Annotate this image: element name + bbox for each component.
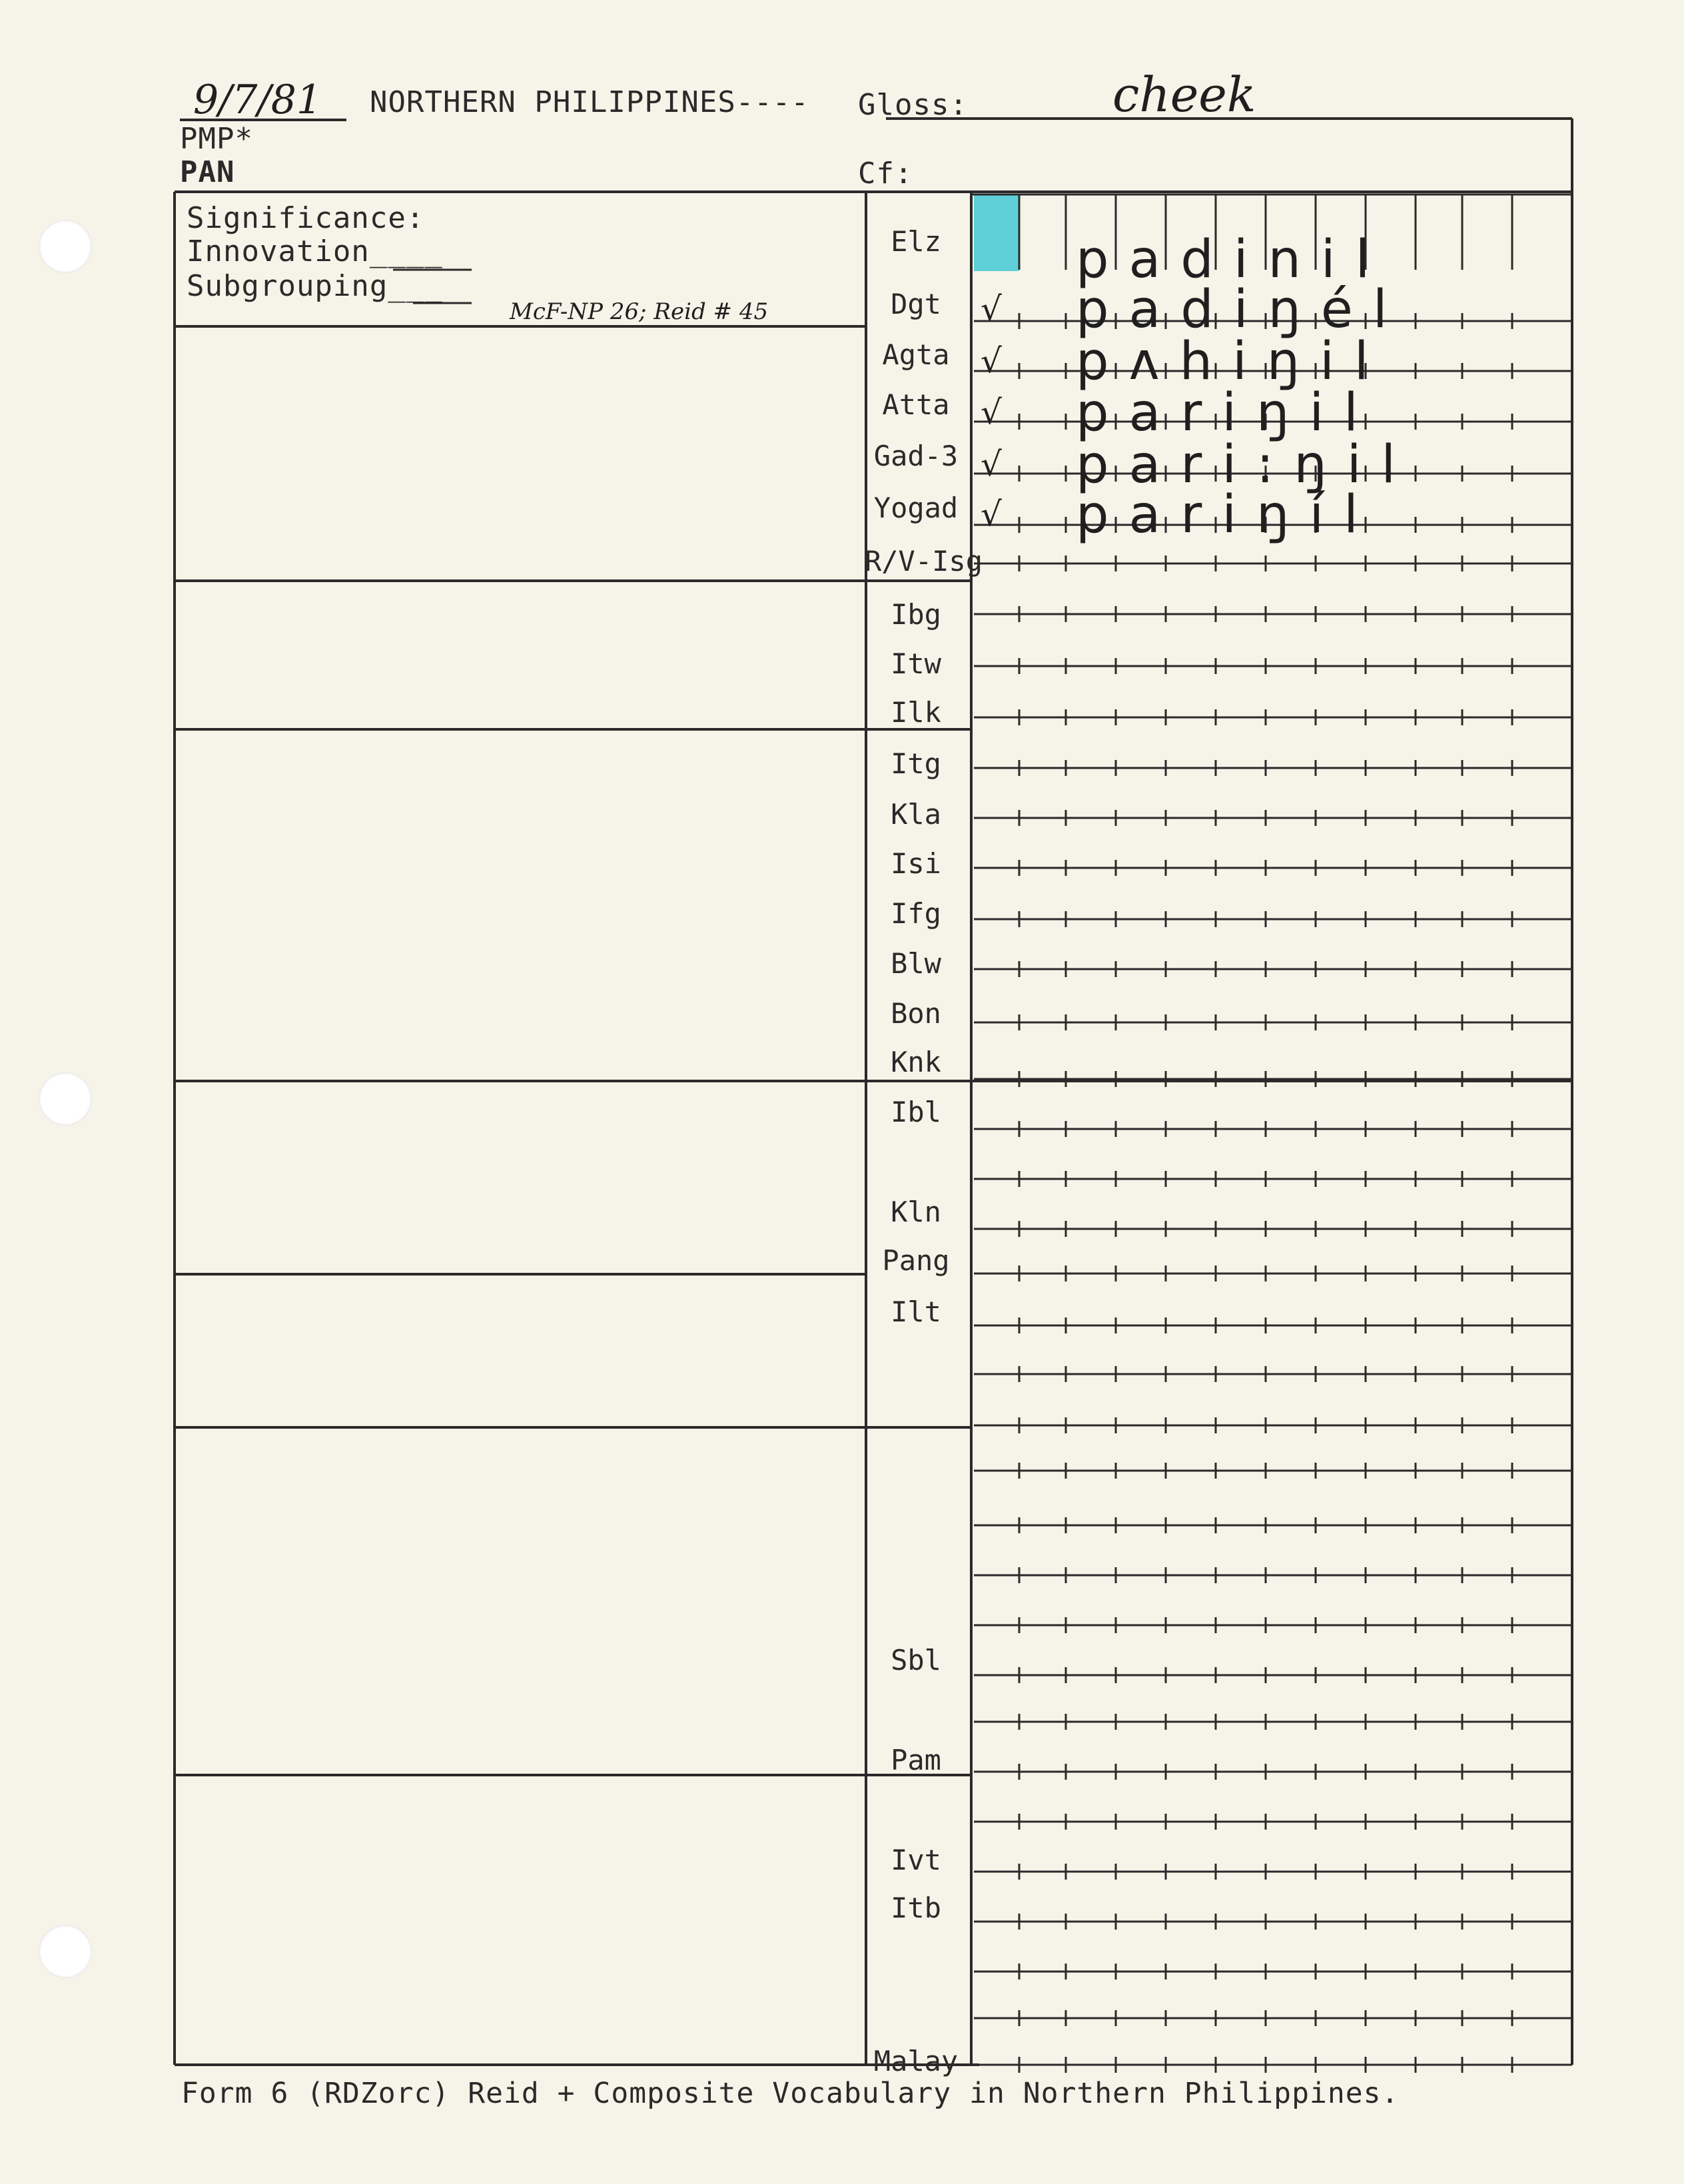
handwritten-word: pariŋíl <box>1076 485 1378 545</box>
language-label: Itg <box>891 747 941 780</box>
pmp-label: PMP* <box>180 122 253 156</box>
handwritten-word: pariŋil <box>1076 383 1378 443</box>
date: 9/7/81 <box>193 77 322 123</box>
language-label: Malay <box>873 2045 959 2077</box>
handwritten-word: padiŋél <box>1076 280 1408 340</box>
check-mark: √ <box>981 290 1002 328</box>
language-label: Isi <box>891 847 941 880</box>
reference-note: McF-NP 26; Reid # 45 <box>510 298 769 325</box>
innovation-label: Innovation____ <box>187 234 443 268</box>
language-label: Kla <box>891 798 941 831</box>
check-mark: √ <box>981 445 1002 484</box>
language-label: Ifg <box>891 897 941 930</box>
language-label: Ilk <box>891 696 941 729</box>
gloss-label: Gloss: <box>858 88 968 122</box>
gloss-value: cheek <box>1112 67 1256 123</box>
check-mark: √ <box>981 342 1002 380</box>
language-label: Ivt <box>891 1844 941 1876</box>
language-label: Kln <box>891 1196 941 1228</box>
language-label: Ibl <box>891 1096 941 1128</box>
language-label: Itb <box>891 1892 941 1924</box>
subgrouping-label: Subgrouping___ <box>187 269 443 303</box>
pan-label: PAN <box>180 155 235 189</box>
cf-label: Cf: <box>858 157 913 190</box>
form-title: NORTHERN PHILIPPINES---- <box>370 85 809 119</box>
language-label: Blw <box>891 947 941 980</box>
language-label: Dgt <box>891 288 941 320</box>
language-label: Sbl <box>891 1644 941 1676</box>
language-label: Bon <box>891 997 941 1030</box>
language-label: Elz <box>891 225 941 258</box>
language-label: Ilt <box>891 1295 941 1328</box>
language-label: Gad-3 <box>873 440 959 472</box>
significance-title: Significance: <box>187 201 425 235</box>
language-label: Yogad <box>873 492 959 524</box>
check-mark: √ <box>981 393 1002 432</box>
footer-note: Form 6 (RDZorc) Reid + Composite Vocabulary in Northern Philippines. <box>181 2077 1400 2110</box>
handwritten-word: pari:ŋil <box>1076 435 1416 495</box>
language-label: Ibg <box>891 598 941 631</box>
language-label: Itw <box>891 647 941 680</box>
handwritten-word: pʌhiŋil <box>1076 332 1389 392</box>
language-label: Atta <box>882 388 950 421</box>
elz-highlight-cell <box>974 194 1019 271</box>
language-label: Pam <box>891 1744 941 1776</box>
language-label: Agta <box>882 338 950 371</box>
check-mark: √ <box>981 495 1002 534</box>
language-label: Pang <box>882 1244 950 1277</box>
language-label: Knk <box>891 1046 941 1078</box>
language-label: R/V-Isg <box>864 545 983 577</box>
handwritten-word: padinil <box>1076 230 1390 290</box>
